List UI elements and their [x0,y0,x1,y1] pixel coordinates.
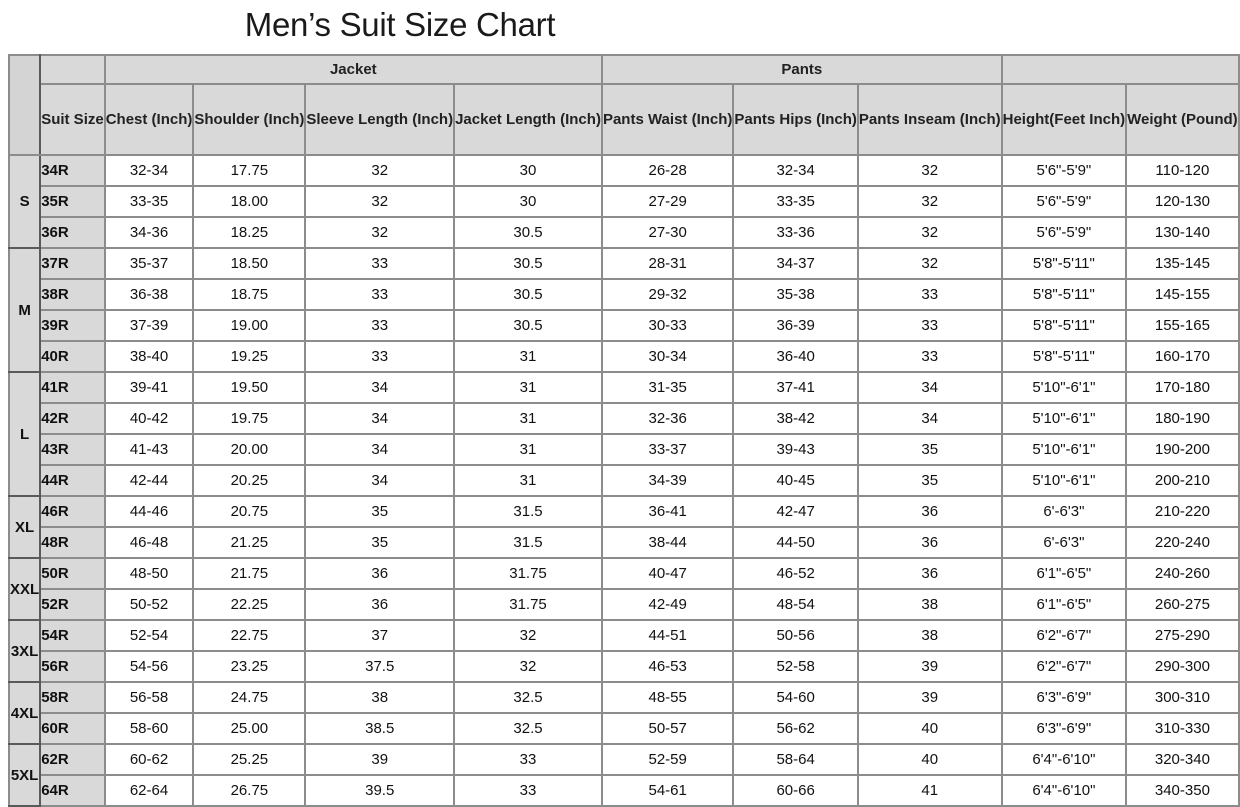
suit-size-cell: 60R [40,713,105,744]
table-row [9,589,1239,620]
table-row [9,403,1239,434]
table-cell: 31.5 [454,496,602,527]
table-row [9,155,1239,186]
table-cell: 19.50 [193,372,305,403]
table-cell: 33-37 [602,434,733,465]
table-row [9,775,1239,806]
table-cell: 27-29 [602,186,733,217]
table-row [9,620,1239,651]
table-cell: 36 [858,527,1002,558]
suit-size-cell: 42R [40,403,105,434]
table-cell: 48-50 [105,558,194,589]
table-cell: 30 [454,186,602,217]
table-cell: 32 [858,217,1002,248]
column-header-sleeve-length-inch: Sleeve Length (Inch) [305,84,454,155]
table-cell: 6'2"-6'7" [1002,651,1127,682]
table-cell: 29-32 [602,279,733,310]
suit-size-cell: 40R [40,341,105,372]
size-group-label: 3XL [9,620,40,682]
table-cell: 33 [858,310,1002,341]
table-cell: 30-33 [602,310,733,341]
table-cell: 20.75 [193,496,305,527]
table-cell: 27-30 [602,217,733,248]
table-row [9,682,1239,713]
suit-size-cell: 44R [40,465,105,496]
table-cell: 44-46 [105,496,194,527]
table-cell: 210-220 [1126,496,1239,527]
table-cell: 31 [454,434,602,465]
table-cell: 170-180 [1126,372,1239,403]
table-cell: 33 [305,248,454,279]
table-cell: 42-49 [602,589,733,620]
table-cell: 155-165 [1126,310,1239,341]
table-cell: 36-41 [602,496,733,527]
table-cell: 36 [305,589,454,620]
table-cell: 31 [454,372,602,403]
table-cell: 41-43 [105,434,194,465]
table-cell: 32 [454,620,602,651]
table-cell: 36 [305,558,454,589]
group-header-pants: Pants [602,55,1002,84]
column-header-shoulder-inch: Shoulder (Inch) [193,84,305,155]
table-cell: 41 [858,775,1002,806]
table-cell: 46-53 [602,651,733,682]
table-cell: 120-130 [1126,186,1239,217]
group-header-jacket: Jacket [105,55,602,84]
table-cell: 19.75 [193,403,305,434]
table-cell: 44-50 [733,527,858,558]
table-cell: 6'1"-6'5" [1002,558,1127,589]
table-cell: 5'8"-5'11" [1002,310,1127,341]
size-chart-table [8,54,1240,807]
table-cell: 36 [858,558,1002,589]
table-cell: 31.75 [454,558,602,589]
table-cell: 34 [305,434,454,465]
table-cell: 38-44 [602,527,733,558]
table-cell: 5'6"-5'9" [1002,155,1127,186]
table-cell: 33 [858,341,1002,372]
table-cell: 33-35 [105,186,194,217]
column-header-row [9,84,1239,155]
table-cell: 20.25 [193,465,305,496]
table-cell: 5'10"-6'1" [1002,434,1127,465]
table-cell: 33 [305,279,454,310]
suit-size-cell: 54R [40,620,105,651]
table-row [9,744,1239,775]
table-row [9,279,1239,310]
table-cell: 56-62 [733,713,858,744]
table-cell: 33 [454,744,602,775]
table-cell: 32-34 [105,155,194,186]
table-cell: 6'1"-6'5" [1002,589,1127,620]
suit-size-cell: 43R [40,434,105,465]
suit-size-cell: 50R [40,558,105,589]
table-cell: 50-52 [105,589,194,620]
table-row [9,372,1239,403]
table-cell: 37-39 [105,310,194,341]
table-cell: 5'10"-6'1" [1002,403,1127,434]
table-cell: 36-39 [733,310,858,341]
table-cell: 30.5 [454,310,602,341]
table-cell: 36-40 [733,341,858,372]
table-cell: 22.75 [193,620,305,651]
table-row [9,527,1239,558]
table-cell: 33 [305,341,454,372]
size-group-label: S [9,155,40,248]
table-cell: 6'4"-6'10" [1002,744,1127,775]
table-cell: 32.5 [454,713,602,744]
table-cell: 32.5 [454,682,602,713]
table-cell: 34 [858,403,1002,434]
table-cell: 38-42 [733,403,858,434]
table-cell: 190-200 [1126,434,1239,465]
size-group-label: 4XL [9,682,40,744]
table-cell: 25.25 [193,744,305,775]
table-row [9,465,1239,496]
suit-size-cell: 46R [40,496,105,527]
table-cell: 42-44 [105,465,194,496]
table-cell: 30 [454,155,602,186]
table-cell: 48-54 [733,589,858,620]
table-cell: 5'10"-6'1" [1002,372,1127,403]
group-header-blank-left [40,55,105,84]
table-cell: 44-51 [602,620,733,651]
table-row [9,651,1239,682]
table-cell: 160-170 [1126,341,1239,372]
table-row [9,310,1239,341]
table-cell: 32 [305,217,454,248]
group-header-row [9,55,1239,84]
table-cell: 310-330 [1126,713,1239,744]
suit-size-cell: 48R [40,527,105,558]
table-row [9,496,1239,527]
table-cell: 5'8"-5'11" [1002,341,1127,372]
table-cell: 5'6"-5'9" [1002,217,1127,248]
table-cell: 300-310 [1126,682,1239,713]
table-cell: 340-350 [1126,775,1239,806]
table-cell: 18.00 [193,186,305,217]
table-cell: 34 [305,403,454,434]
table-cell: 39 [858,651,1002,682]
table-row [9,713,1239,744]
table-cell: 52-54 [105,620,194,651]
table-cell: 290-300 [1126,651,1239,682]
table-cell: 46-48 [105,527,194,558]
table-cell: 25.00 [193,713,305,744]
table-cell: 39 [858,682,1002,713]
table-cell: 54-60 [733,682,858,713]
table-row [9,186,1239,217]
table-cell: 26-28 [602,155,733,186]
table-cell: 6'-6'3" [1002,527,1127,558]
column-header-chest-inch: Chest (Inch) [105,84,194,155]
table-cell: 32-36 [602,403,733,434]
table-cell: 6'-6'3" [1002,496,1127,527]
table-cell: 130-140 [1126,217,1239,248]
table-cell: 33 [305,310,454,341]
table-cell: 60-66 [733,775,858,806]
table-cell: 35 [858,465,1002,496]
table-cell: 31 [454,465,602,496]
table-cell: 240-260 [1126,558,1239,589]
table-cell: 37.5 [305,651,454,682]
table-cell: 40-45 [733,465,858,496]
table-cell: 21.25 [193,527,305,558]
table-cell: 60-62 [105,744,194,775]
column-header-suit-size: Suit Size [40,84,105,155]
table-cell: 6'2"-6'7" [1002,620,1127,651]
table-cell: 260-275 [1126,589,1239,620]
corner-cell [9,55,40,155]
table-cell: 40 [858,744,1002,775]
table-cell: 30.5 [454,248,602,279]
table-cell: 18.50 [193,248,305,279]
column-header-height-feet-inch: Height(Feet Inch) [1002,84,1127,155]
table-cell: 54-61 [602,775,733,806]
table-cell: 32 [858,186,1002,217]
table-cell: 39.5 [305,775,454,806]
table-cell: 110-120 [1126,155,1239,186]
table-cell: 38 [305,682,454,713]
table-cell: 38-40 [105,341,194,372]
suit-size-cell: 38R [40,279,105,310]
table-cell: 34-37 [733,248,858,279]
table-cell: 36-38 [105,279,194,310]
table-cell: 24.75 [193,682,305,713]
table-cell: 34 [305,372,454,403]
table-cell: 40-42 [105,403,194,434]
table-cell: 46-52 [733,558,858,589]
table-cell: 20.00 [193,434,305,465]
table-cell: 5'8"-5'11" [1002,248,1127,279]
table-cell: 39 [305,744,454,775]
table-cell: 200-210 [1126,465,1239,496]
table-cell: 35-38 [733,279,858,310]
table-cell: 58-64 [733,744,858,775]
table-row [9,434,1239,465]
column-header-pants-hips-inch: Pants Hips (Inch) [733,84,858,155]
table-cell: 35 [858,434,1002,465]
table-cell: 58-60 [105,713,194,744]
table-cell: 180-190 [1126,403,1239,434]
table-row [9,558,1239,589]
table-cell: 56-58 [105,682,194,713]
suit-size-cell: 52R [40,589,105,620]
table-cell: 320-340 [1126,744,1239,775]
suit-size-cell: 36R [40,217,105,248]
suit-size-cell: 64R [40,775,105,806]
table-cell: 35 [305,496,454,527]
table-row [9,248,1239,279]
table-cell: 32 [305,186,454,217]
table-cell: 33-36 [733,217,858,248]
table-cell: 26.75 [193,775,305,806]
table-cell: 34-39 [602,465,733,496]
column-header-pants-inseam-inch: Pants Inseam (Inch) [858,84,1002,155]
table-cell: 37-41 [733,372,858,403]
suit-size-cell: 58R [40,682,105,713]
table-cell: 36 [858,496,1002,527]
table-cell: 34-36 [105,217,194,248]
table-cell: 31-35 [602,372,733,403]
table-cell: 5'10"-6'1" [1002,465,1127,496]
column-header-jacket-length-inch: Jacket Length (Inch) [454,84,602,155]
table-cell: 17.75 [193,155,305,186]
table-cell: 33 [454,775,602,806]
table-cell: 18.25 [193,217,305,248]
table-cell: 5'8"-5'11" [1002,279,1127,310]
table-cell: 50-56 [733,620,858,651]
suit-size-cell: 62R [40,744,105,775]
size-group-label: XL [9,496,40,558]
table-cell: 42-47 [733,496,858,527]
table-cell: 275-290 [1126,620,1239,651]
table-cell: 22.25 [193,589,305,620]
table-cell: 38.5 [305,713,454,744]
suit-size-cell: 37R [40,248,105,279]
column-header-pants-waist-inch: Pants Waist (Inch) [602,84,733,155]
table-cell: 34 [858,372,1002,403]
table-cell: 135-145 [1126,248,1239,279]
table-cell: 38 [858,620,1002,651]
size-group-label: L [9,372,40,496]
table-cell: 54-56 [105,651,194,682]
table-cell: 40 [858,713,1002,744]
table-cell: 6'3"-6'9" [1002,713,1127,744]
group-header-blank-right [1002,55,1239,84]
table-cell: 31.75 [454,589,602,620]
size-chart-body [9,155,1239,806]
table-cell: 30.5 [454,279,602,310]
table-row [9,217,1239,248]
table-cell: 38 [858,589,1002,620]
table-cell: 52-58 [733,651,858,682]
table-cell: 62-64 [105,775,194,806]
table-cell: 31 [454,403,602,434]
table-cell: 32-34 [733,155,858,186]
table-cell: 33-35 [733,186,858,217]
table-cell: 23.25 [193,651,305,682]
table-cell: 30-34 [602,341,733,372]
suit-size-cell: 41R [40,372,105,403]
size-group-label: 5XL [9,744,40,806]
table-cell: 48-55 [602,682,733,713]
table-cell: 32 [305,155,454,186]
suit-size-cell: 34R [40,155,105,186]
table-cell: 35 [305,527,454,558]
table-cell: 19.00 [193,310,305,341]
suit-size-cell: 56R [40,651,105,682]
table-cell: 6'3"-6'9" [1002,682,1127,713]
size-group-label: M [9,248,40,372]
table-cell: 39-41 [105,372,194,403]
table-cell: 32 [454,651,602,682]
table-cell: 30.5 [454,217,602,248]
table-cell: 34 [305,465,454,496]
table-cell: 220-240 [1126,527,1239,558]
table-cell: 31 [454,341,602,372]
table-cell: 52-59 [602,744,733,775]
table-cell: 31.5 [454,527,602,558]
table-cell: 37 [305,620,454,651]
table-cell: 39-43 [733,434,858,465]
table-row [9,341,1239,372]
table-cell: 50-57 [602,713,733,744]
table-cell: 28-31 [602,248,733,279]
chart-title: Men’s Suit Size Chart [244,6,556,43]
table-cell: 5'6"-5'9" [1002,186,1127,217]
size-group-label: XXL [9,558,40,620]
table-cell: 6'4"-6'10" [1002,775,1127,806]
table-cell: 19.25 [193,341,305,372]
table-cell: 21.75 [193,558,305,589]
table-cell: 32 [858,248,1002,279]
table-cell: 32 [858,155,1002,186]
table-cell: 33 [858,279,1002,310]
suit-size-cell: 35R [40,186,105,217]
table-cell: 18.75 [193,279,305,310]
suit-size-cell: 39R [40,310,105,341]
table-cell: 145-155 [1126,279,1239,310]
table-cell: 40-47 [602,558,733,589]
column-header-weight-pound: Weight (Pound) [1126,84,1239,155]
table-cell: 35-37 [105,248,194,279]
